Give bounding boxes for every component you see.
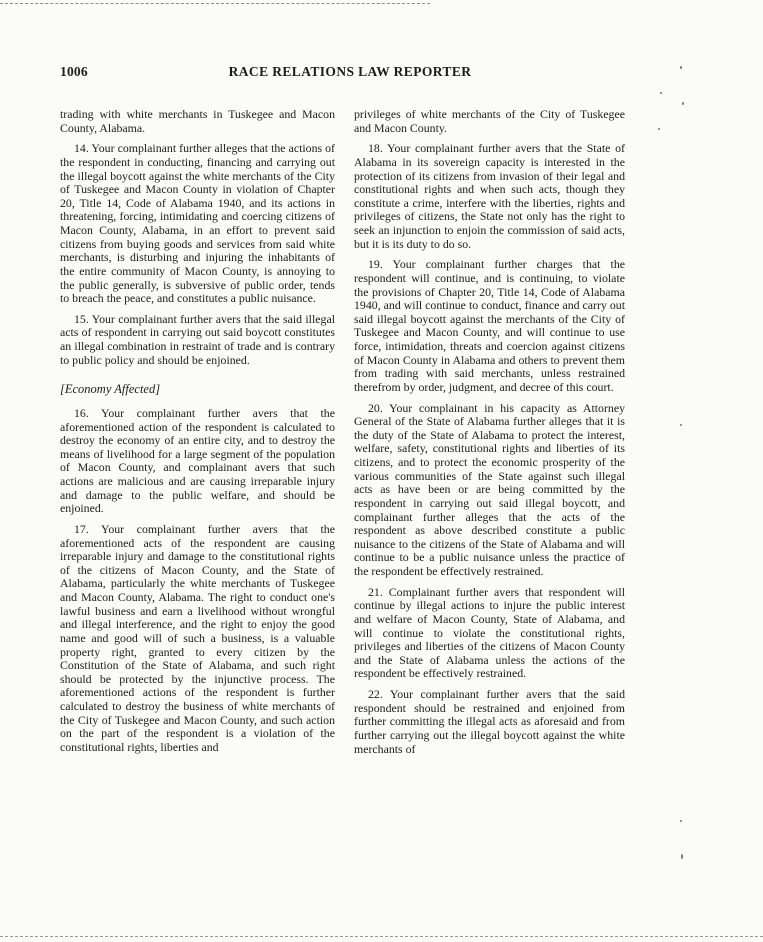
page-number: 1006 <box>60 64 88 79</box>
scan-speck <box>660 92 662 94</box>
paragraph-19: 19. Your complainant further charges that the respondent will continue, and is continuing, to violate the provisions of Chapter 20, Title 14, Code of Alabama 1940, and will continue to conduct, finance and carry out said illegal boycott against the merchants of the City of Tuskegee and Macon County, and will continue to use force, intimidation, threats and coercion against citizens of Macon County in Alabama and others to prevent them from trading with said merchants, unless restrained therefrom by order, judgment, and decree of this court. <box>354 257 625 394</box>
scan-speck <box>680 66 682 69</box>
paragraph-14: 14. Your complainant further alleges that the actions of the respondent in conducting, financing and carrying out the illegal boycott against the white merchants of the City of Tuskegee and Macon County in violation of Chapter 20, Title 14, Code of Alabama 1940, and its actions in threatening, forcing, intimidating and coercing citizens of Macon County, Alabama, in an effort to prevent said citizens from buying goods and services from said white merchants, is disturbing and injuring the inhabitants of the entire community of Macon County, is annoying to the public generally, is subversive of public order, tends to breach the peace, and constitutes a public nuisance. <box>60 141 335 306</box>
left-column <box>60 108 335 762</box>
running-title: RACE RELATIONS LAW REPORTER <box>228 64 472 79</box>
paragraph-20: 20. Your complainant in his capacity as Attorney General of the State of Alabama further alleges that it is the duty of the State of Alabama to protect the interest, welfare, safety, constitutional rights and liberties of its citizens, and to protect the economic prosperity of the various communities of the State against such illegal acts as have been or are being committed by the respondent in carrying out said illegal boycott, and complainant further alleges that the acts of the respondent as above described constitute a public nuisance to the citizens of the State of Alabama and will continue to be a public nuisance unless the practice of the respondent be effectively restrained. <box>354 400 625 578</box>
section-heading-economy-affected: [Economy Affected] <box>60 382 161 397</box>
paragraph-18: 18. Your complainant further avers that the State of Alabama in its sovereign capacity is interested in the protection of its citizens from invasion of their legal and constitutional rights and when such acts, though they constitute a crime, interfere with the liberties, rights and privileges of citizens, the State not only has the right to seek an injunction to enjoin the commission of said acts, but it is its duty to do so. <box>354 141 625 251</box>
scan-speck <box>680 424 682 426</box>
scan-speck <box>681 854 683 859</box>
paragraph-22: 22. Your complainant further avers that the said respondent should be restrained and enjoined from further committing the illegal acts as aforesaid and from further carrying out the illegal boycott against the white merchants of <box>354 687 625 756</box>
top-scan-border <box>0 3 430 4</box>
paragraph-continuation-left: trading with white merchants in Tuskegee and Macon County, Alabama. <box>60 107 335 135</box>
scan-speck <box>682 102 684 105</box>
bottom-scan-border <box>0 936 763 937</box>
paragraph-continuation-right: privileges of white merchants of the City of Tuskegee and Macon County. <box>354 107 625 135</box>
paragraph-16: 16. Your complainant further avers that the aforementioned action of the respondent is calculated to destroy the economy of an entire city, and to destroy the means of livelihood for a large segment of the population of Macon County, and complainant avers that such actions are malicious and are causing irreparable injury and damage to the public welfare, and should be enjoined. <box>60 405 335 516</box>
scan-speck <box>680 820 682 822</box>
right-column <box>354 108 625 763</box>
paragraph-17: 17. Your complainant further avers that the aforementioned acts of the respondent are causing irreparable injury and damage to the constitutional rights of the citizens of Macon County, and the State of Alabama, particularly the white merchants of Tuskegee and Macon County, Alabama. The right to conduct one's lawful business and earn a livelihood without wrongful and illegal interference, and the right to enjoy the good name and good will of such a business, is a valuable property right, granted to every citizen by the Constitution of the State of Alabama, and such right should be protected by the injunctive process. The aforementioned actions of the respondent is further calculated to destroy the business of white merchants of the City of Tuskegee and Macon County, and such action on the part of the respondent is a violation of the constitutional rights, liberties and <box>60 521 335 754</box>
paragraph-21: 21. Complainant further avers that respondent will continue by illegal actions to injure the public interest and welfare of Macon County, State of Alabama, and will continue to violate the constitutional rights, privileges and liberties of the citizens of Macon County and the State of Alabama unless the actions of the respondent be effectively restrained. <box>354 584 625 681</box>
scan-speck <box>658 128 660 130</box>
paragraph-15: 15. Your complainant further avers that the said illegal acts of respondent in carrying out said boycott constitutes an illegal combination in restraint of trade and is contrary to public policy and should be enjoined. <box>60 311 335 367</box>
